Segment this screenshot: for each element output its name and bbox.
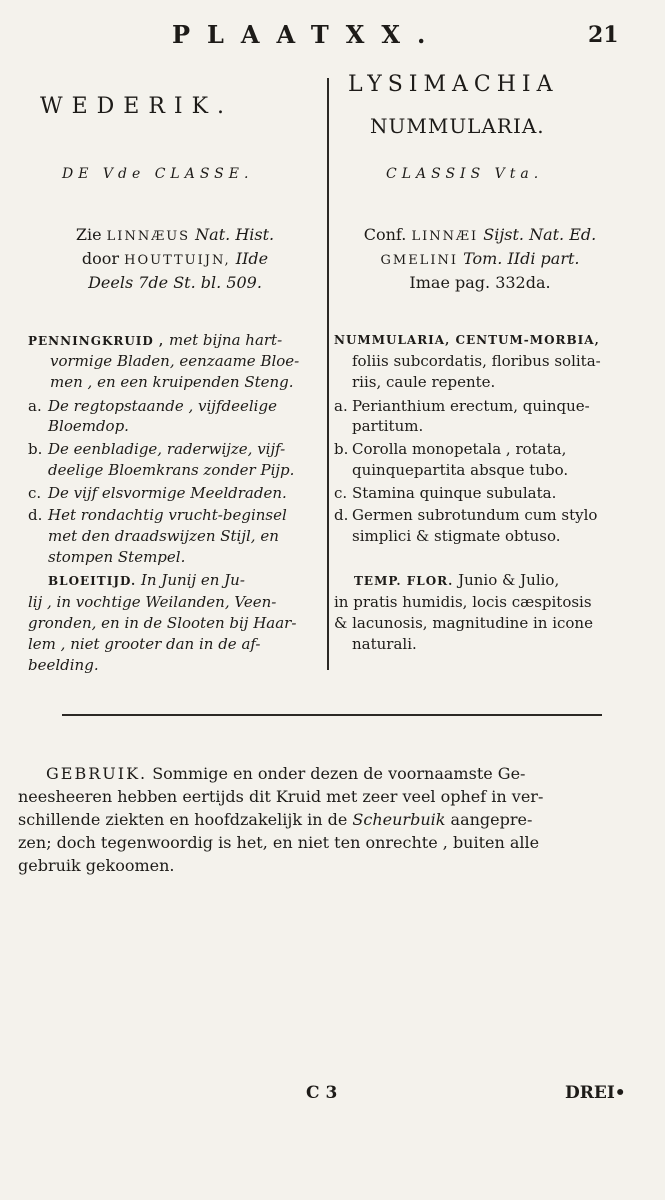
item-label: b. (28, 440, 43, 458)
item-label: d. (334, 506, 349, 524)
item-label: a. (334, 397, 348, 415)
section-divider (62, 714, 602, 716)
usage-lead: GEBRUIK. (46, 764, 148, 783)
usage-line: aangepre- (450, 810, 533, 829)
column-divider (327, 78, 329, 670)
usage-line: neesheeren hebben eertijds dit Kruid met zeer veel ophef in ver- (18, 787, 544, 806)
item-label: c. (28, 484, 42, 502)
latin-species: NUMMULARIA. (370, 114, 545, 138)
usage-line: zen; doch tegenwoordig is het, en niet ten onrechte , buiten alle (18, 833, 540, 852)
flowering-head: BLOEITIJD. (48, 574, 137, 588)
item-line: Perianthium erectum, quinque- (352, 397, 590, 415)
usage-line: schillende ziekten en hoofdzakelijk in de (18, 810, 348, 829)
item-line: Het rondachtig vrucht-beginsel (48, 506, 287, 524)
item-line: Stamina quinque subulata. (352, 484, 557, 502)
page-number: 21 (588, 22, 619, 48)
item-line: quinquepartita absque tubo. (352, 461, 569, 479)
ref-work: Nat. Hist. (195, 225, 275, 244)
ref-editor: GMELINI (380, 253, 458, 268)
latin-reference (330, 224, 630, 294)
usage-line: Sommige en onder dezen de voornaamste Ge- (152, 764, 526, 783)
flowering-line: In Junij en Ju- (140, 571, 245, 589)
flowering-head: TEMP. FLOR. (354, 574, 454, 588)
latin-genus: LYSIMACHIA (348, 72, 559, 97)
item-line: De eenbladige, raderwijze, vijf- (48, 440, 286, 458)
dutch-name: WEDERIK. (40, 94, 234, 119)
item-line: deelige Bloemkrans zonder Pijp. (48, 461, 295, 479)
ref-author: LINNÆUS (106, 229, 191, 244)
item-line: De regtopstaande , vijfdeelige (48, 397, 277, 415)
ref-page: Imae pag. 332da. (409, 273, 551, 292)
desc-line: vormige Bladen, eenzaame Bloe- (50, 352, 300, 370)
dutch-class-label: DE Vde CLASSE. (62, 166, 254, 182)
latin-class-label: CLASSIS Vta. (386, 166, 544, 182)
item-line: simplici & stigmate obtuso. (352, 527, 561, 545)
item-line: Bloemdop. (48, 417, 129, 435)
flowering-line: & lacunosis, magnitudine in icone (334, 614, 593, 632)
ref-volume: Deels 7de St. bl. 509. (88, 273, 262, 292)
ref-work: Sijst. Nat. Ed. (483, 225, 597, 244)
ref-part: Tom. IIdi part. (463, 249, 580, 268)
ref-part: IIde (235, 249, 269, 268)
flowering-line: lem , niet grooter dan in de af- (28, 635, 261, 653)
item-line: De vijf elsvormige Meeldraden. (48, 484, 287, 502)
item-line: stompen Stempel. (48, 548, 186, 566)
usage-line: gebruik gekoomen. (18, 856, 175, 875)
flowering-line: beelding. (28, 656, 99, 674)
item-label: a. (28, 397, 42, 415)
ref-prefix: Zie (75, 225, 102, 244)
flowering-line: lij , in vochtige Weilanden, Veen- (28, 593, 277, 611)
item-line: partitum. (352, 417, 424, 435)
flowering-line: in pratis humidis, locis cæspitosis (334, 593, 592, 611)
ref-conf: Conf. (363, 225, 407, 244)
desc-line: men , en een kruipenden Steng. (50, 373, 294, 391)
item-line: met den draadswijzen Stijl, en (48, 527, 279, 545)
ref-author: LINNÆI (411, 229, 479, 244)
usage-paragraph (18, 762, 631, 877)
item-line: Corolla monopetala , rotata, (352, 440, 567, 458)
ref-door: door (81, 249, 120, 268)
flowering-line: naturali. (352, 635, 417, 653)
desc-line: foliis subcordatis, floribus solita- (352, 352, 601, 370)
item-line: Germen subrotundum cum stylo (352, 506, 598, 524)
dutch-reference (30, 224, 320, 294)
plate-title: PLAATXX. (172, 20, 443, 49)
item-label: b. (334, 440, 349, 458)
usage-emphasis: Scheurbuik (352, 810, 446, 829)
desc-line: met bijna hart- (168, 331, 283, 349)
item-label: c. (334, 484, 348, 502)
flowering-line: Junio & Julio, (458, 571, 560, 589)
signature-mark: C 3 (306, 1083, 338, 1103)
desc-head: PENNINGKRUID , (28, 334, 165, 348)
desc-head: NUMMULARIA, CENTUM-MORBIA, (334, 333, 600, 347)
flowering-line: gronden, en in de Slooten bij Haar- (28, 614, 297, 632)
desc-line: riis, caule repente. (352, 373, 496, 391)
ref-translator: HOUTTUIJN, (124, 253, 231, 268)
catchword: DREI• (565, 1083, 626, 1103)
item-label: d. (28, 506, 43, 524)
